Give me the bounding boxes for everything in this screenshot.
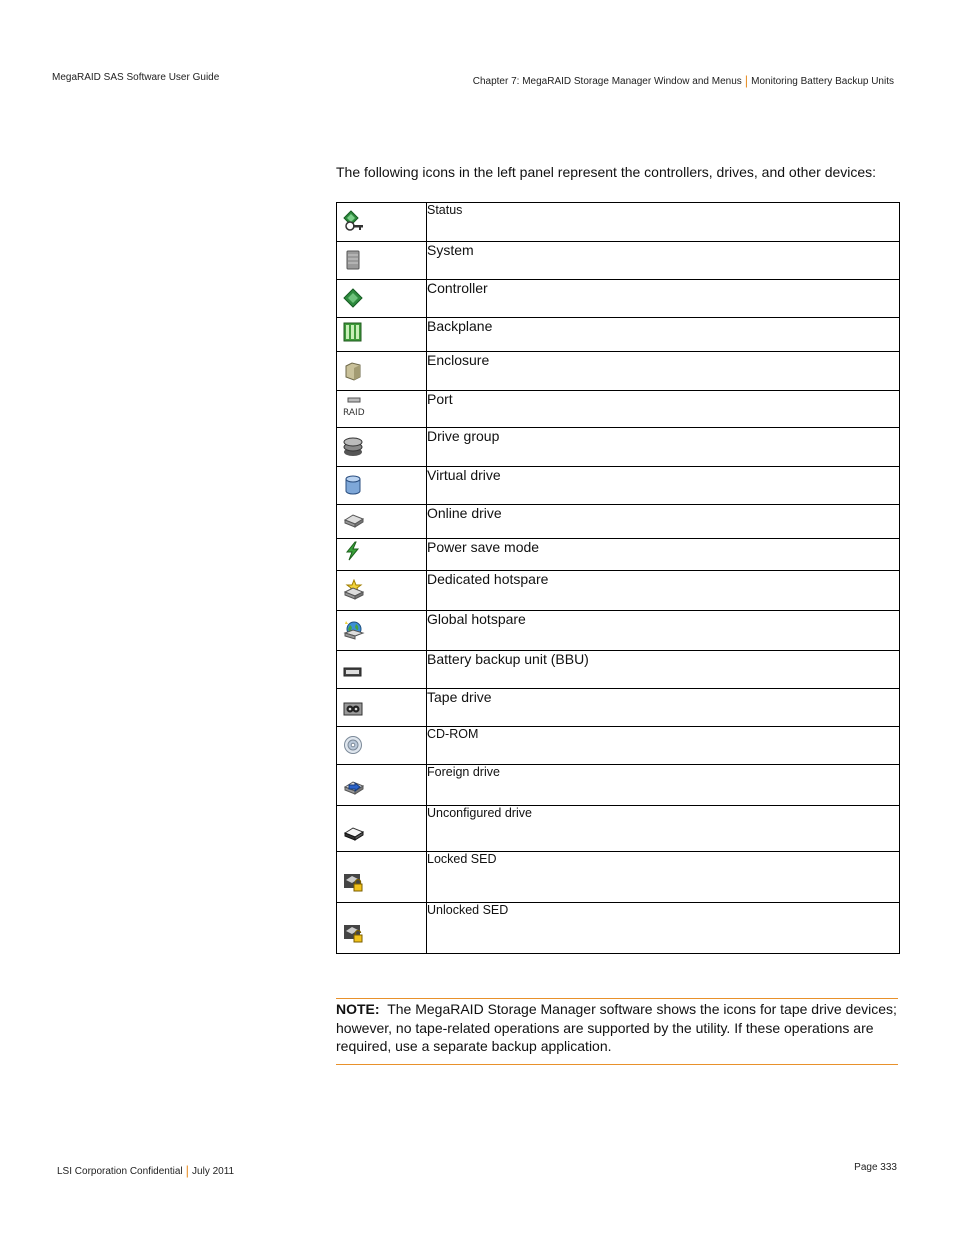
global-hotspare-icon	[343, 619, 365, 641]
table-row	[337, 318, 900, 352]
footer-page-number: Page 333	[854, 1162, 897, 1173]
note-box	[336, 998, 898, 1065]
power-save-icon	[343, 541, 363, 561]
intro-text: The following icons in the left panel represent the controllers, drives, and other devices:	[336, 164, 877, 180]
table-cell-label: Virtual drive	[427, 467, 900, 505]
header-doc-title: MegaRAID SAS Software User Guide	[52, 72, 220, 83]
unconfigured-drive-icon	[343, 826, 365, 842]
table-row	[337, 727, 900, 765]
virtual-drive-icon	[343, 475, 363, 495]
table-row	[337, 571, 900, 611]
table-cell-label: Controller	[427, 280, 900, 318]
table-cell-label: Global hotspare	[427, 611, 900, 651]
table-row	[337, 611, 900, 651]
cdrom-icon	[343, 735, 363, 755]
foreign-drive-icon	[343, 780, 365, 796]
table-cell-label: Backplane	[427, 318, 900, 352]
table-cell-label: CD-ROM	[427, 727, 900, 765]
table-cell-label: Online drive	[427, 505, 900, 539]
table-row	[337, 280, 900, 318]
table-cell-label: Battery backup unit (BBU)	[427, 651, 900, 689]
table-row	[337, 242, 900, 280]
table-row	[337, 539, 900, 571]
header-chapter-info	[473, 72, 894, 87]
table-row	[337, 352, 900, 391]
table-cell-label: Status	[427, 203, 900, 242]
footer-separator: |	[185, 1163, 190, 1178]
header-chapter: Chapter 7: MegaRAID Storage Manager Window and Menus	[472, 76, 742, 87]
table-row	[337, 651, 900, 689]
icon-table	[336, 202, 900, 954]
table-cell-label: Enclosure	[427, 352, 900, 391]
port-icon-text: RAID	[343, 408, 365, 418]
table-cell-label: Port	[427, 391, 900, 428]
header-separator: |	[744, 73, 749, 88]
unlocked-sed-icon	[343, 922, 365, 944]
footer-date: July 2011	[192, 1166, 235, 1177]
enclosure-icon	[343, 361, 363, 381]
table-row	[337, 391, 900, 428]
table-row	[337, 467, 900, 505]
system-icon	[343, 250, 363, 270]
note-label: NOTE:	[336, 1001, 380, 1017]
port-icon	[343, 396, 367, 418]
controller-icon	[343, 288, 363, 308]
table-cell-label: Foreign drive	[427, 765, 900, 806]
battery-icon	[343, 665, 363, 679]
footer-company: LSI Corporation Confidential	[57, 1166, 183, 1177]
table-cell-label: System	[427, 242, 900, 280]
online-drive-icon	[343, 513, 365, 529]
drive-group-icon	[343, 437, 363, 457]
note-text: The MegaRAID Storage Manager software shows the icons for tape drive devices; however, no tape-related operations are supported by the utility. If these operations are required, use a separate backup application.	[336, 1001, 897, 1054]
tape-drive-icon	[343, 701, 363, 717]
table-cell-label: Unlocked SED	[427, 903, 900, 954]
table-row	[337, 806, 900, 852]
footer-left	[57, 1162, 234, 1177]
table-cell-label: Locked SED	[427, 852, 900, 903]
table-row	[337, 428, 900, 467]
table-cell-label: Dedicated hotspare	[427, 571, 900, 611]
table-cell-label: Drive group	[427, 428, 900, 467]
table-row	[337, 689, 900, 727]
locked-sed-icon	[343, 871, 365, 893]
table-row	[337, 203, 900, 242]
table-cell-label: Power save mode	[427, 539, 900, 571]
table-cell-label: Unconfigured drive	[427, 806, 900, 852]
table-row	[337, 765, 900, 806]
table-row	[337, 505, 900, 539]
table-row	[337, 903, 900, 954]
table-row	[337, 852, 900, 903]
backplane-icon	[343, 322, 363, 342]
status-icon	[343, 210, 365, 232]
dedicated-hotspare-icon	[343, 579, 365, 601]
table-cell-label: Tape drive	[427, 689, 900, 727]
header-section: Monitoring Battery Backup Units	[751, 76, 894, 87]
